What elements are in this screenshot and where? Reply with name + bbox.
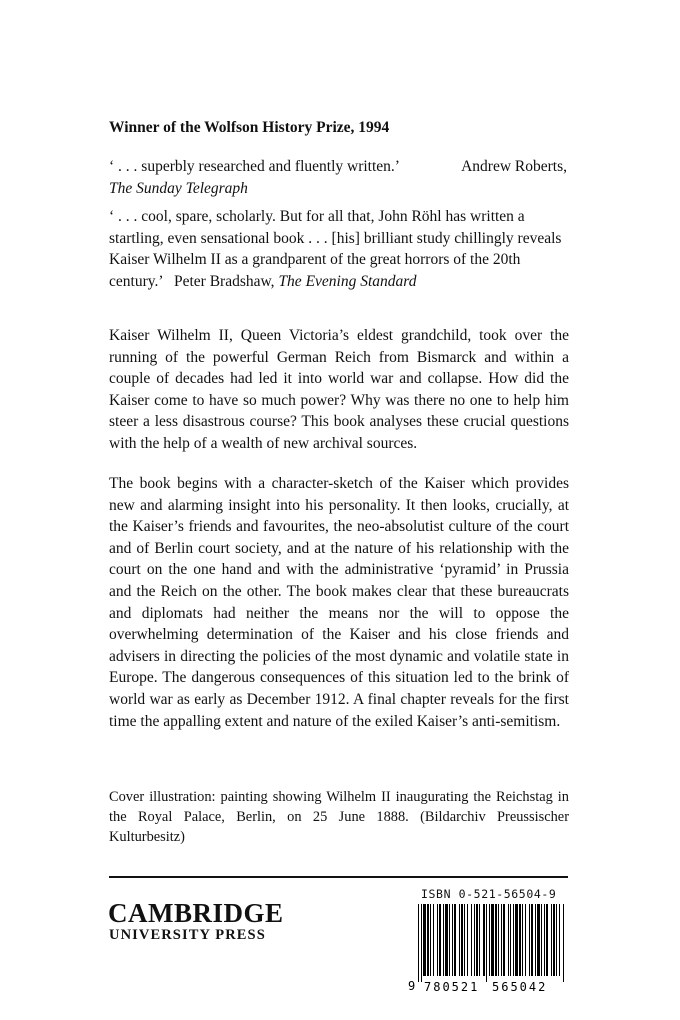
barcode-bar bbox=[454, 904, 456, 976]
barcode-bar bbox=[486, 904, 487, 982]
barcode-bar bbox=[529, 904, 530, 976]
barcode-bar bbox=[513, 904, 514, 976]
barcode-bar bbox=[546, 904, 548, 976]
barcode-bar bbox=[476, 904, 478, 976]
barcode-bar bbox=[531, 904, 533, 976]
review-quote bbox=[109, 156, 567, 199]
barcode-bar bbox=[525, 904, 526, 976]
quote-attribution-name: Peter Bradshaw, bbox=[173, 272, 275, 290]
barcode-bar bbox=[515, 904, 518, 976]
quote-text: ‘ . . . superbly researched and fluently written.’ bbox=[109, 158, 400, 175]
barcode-bar bbox=[459, 904, 460, 976]
isbn-text: ISBN 0-521-56504-9 bbox=[421, 887, 557, 901]
barcode-bar bbox=[553, 904, 555, 976]
barcode-bar bbox=[501, 904, 502, 976]
barcode-bar bbox=[498, 904, 499, 976]
publisher-logo-subtitle: UNIVERSITY PRESS bbox=[109, 927, 266, 943]
barcode-bar bbox=[483, 904, 485, 976]
review-quote bbox=[109, 206, 567, 292]
barcode-bar bbox=[464, 904, 465, 976]
barcode-bar bbox=[519, 904, 521, 976]
prize-heading: Winner of the Wolfson History Prize, 1994 bbox=[109, 119, 390, 136]
barcode-bar bbox=[559, 904, 560, 976]
barcode-bar bbox=[430, 904, 431, 976]
barcode-bar bbox=[563, 904, 564, 982]
barcode-bar bbox=[421, 904, 422, 982]
quote-attribution-name: Andrew Roberts, bbox=[461, 158, 567, 175]
barcode-bar bbox=[508, 904, 509, 976]
barcode-bar bbox=[437, 904, 438, 976]
divider-rule bbox=[109, 876, 568, 878]
barcode-bar bbox=[544, 904, 545, 976]
barcode-bar bbox=[551, 904, 552, 976]
quote-attribution-source: The Sunday Telegraph bbox=[109, 179, 248, 197]
barcode bbox=[406, 902, 568, 994]
barcode-bar bbox=[439, 904, 441, 976]
barcode-bar bbox=[423, 904, 426, 976]
barcode-bar bbox=[479, 904, 480, 976]
barcode-bar bbox=[449, 904, 450, 976]
barcode-bar bbox=[495, 904, 497, 976]
barcode-bar bbox=[445, 904, 448, 976]
barcode-bar bbox=[467, 904, 468, 976]
barcode-bar bbox=[503, 904, 505, 976]
barcode-bar bbox=[474, 904, 475, 976]
barcode-bar bbox=[541, 904, 542, 976]
blurb-paragraph: Kaiser Wilhelm II, Queen Victoria’s eldest grandchild, took over the running of the powerful German Reich from Bismarck and within a couple of decades had led it into world war and collapse. How did the Kaiser come to have so much power? Why was there no one to help him steer a less disastrous course? This book analyses these crucial questions with the help of a wealth of new archival sources. bbox=[109, 327, 569, 452]
barcode-bar bbox=[427, 904, 429, 976]
barcode-bar bbox=[443, 904, 444, 976]
barcode-bar bbox=[556, 904, 557, 976]
barcode-lead-digit: 9 bbox=[408, 979, 416, 993]
publisher-logo-name: CAMBRIDGE bbox=[108, 898, 284, 928]
barcode-bar bbox=[452, 904, 453, 976]
barcode-digits-right: 565042 bbox=[492, 980, 548, 994]
barcode-bar bbox=[510, 904, 511, 976]
barcode-bar bbox=[535, 904, 536, 976]
barcode-bar bbox=[471, 904, 472, 976]
barcode-bar bbox=[461, 904, 463, 976]
quote-attribution-source: The Evening Standard bbox=[278, 272, 417, 290]
barcode-bar bbox=[433, 904, 434, 976]
barcode-bar bbox=[522, 904, 523, 976]
blurb-paragraph: The book begins with a character-sketch of the Kaiser which provides new and alarming insight into his personality. It then looks, crucially, at the Kaiser’s friends and favourites, the neo-absolutist culture of the court and of Berlin court society, and at the nature of his relationship with the court on the one hand and with the administrative ‘pyramid’ in Prussia and the Reich on the other. The book makes clear that these bureaucrats and diplomats had neither the means nor the will to oppose the overwhelming determination of the Kaiser and his close friends and advisers in directing the policies of the most dynamic and volatile state in Europe. The dangerous consequences of this situation led to the brink of world war as early as December 1912. A final chapter reveals for the first time the appalling extent and nature of the exiled Kaiser’s anti-semitism. bbox=[109, 475, 569, 730]
quote-text: ‘ . . . cool, spare, scholarly. But for all that, John Röhl has written a startling, even sensational book . . . [his] brilliant study chillingly reveals Kaiser Wilhelm II as a grandparent of the great horrors of the 20th century.’ bbox=[109, 208, 562, 290]
cover-credit: Cover illustration: painting showing Wilhelm II inaugurating the Reichstag in the Royal Palace, Berlin, on 25 June 1888. (Bildarchiv Preussischer Kulturbesitz) bbox=[109, 789, 569, 845]
barcode-bar bbox=[418, 904, 419, 982]
barcode-bar bbox=[489, 904, 490, 976]
barcode-bar bbox=[491, 904, 494, 976]
barcode-bar bbox=[537, 904, 540, 976]
barcode-digits-left: 780521 bbox=[424, 980, 480, 994]
